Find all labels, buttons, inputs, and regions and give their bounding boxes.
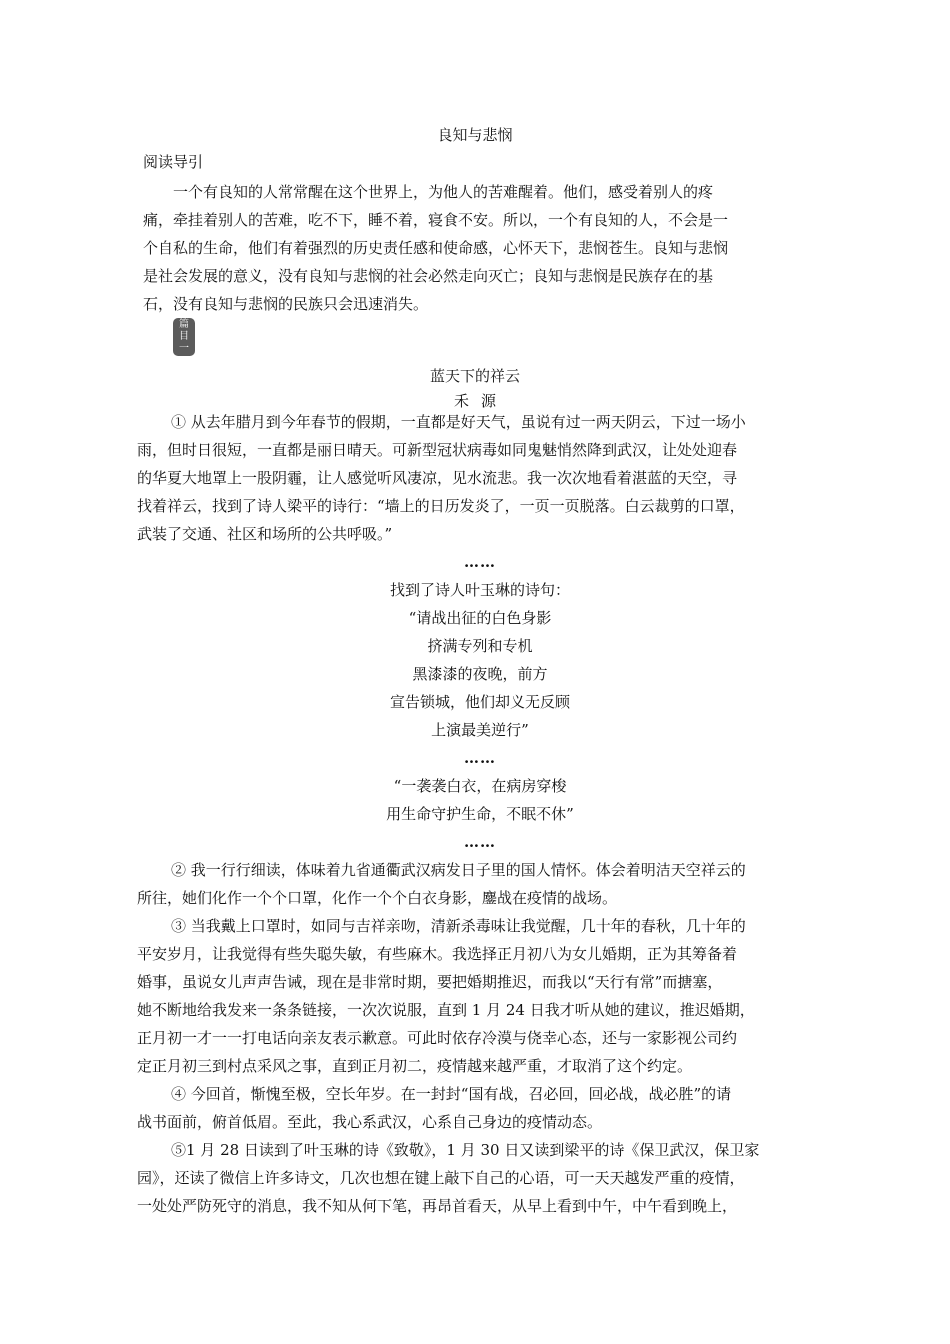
text-line: 定正月初三到村点采风之事，直到正月初二，疫情越来越严重，才取消了这个约定。 (137, 1057, 693, 1075)
paragraphs-2-5 (137, 856, 823, 1220)
text-line: 婚事，虽说女儿声声告诫，现在是非常时期，要把婚期推迟，而我以“天行有常”而搪塞， (137, 973, 723, 991)
guide-line: 是社会发展的意义，没有良知与悲悯的社会必然走向灭亡；良知与悲悯是民族存在的基 (143, 267, 714, 285)
text-line: 园》，还读了微信上许多诗文，几次也想在键上敲下自己的心语，可一天天越发严重的疫情， (137, 1169, 745, 1187)
badge-char: 目 (179, 331, 189, 342)
reading-guide-heading: 阅读导引 (143, 153, 204, 171)
ellipsis: …… (464, 749, 496, 767)
badge-char: 篇 (179, 319, 189, 330)
ellipsis: …… (464, 833, 496, 851)
text-line: 找着祥云，找到了诗人梁平的诗行：“墙上的日历发炎了，一页一页脱落。白云裁剪的口罩， (137, 497, 745, 515)
guide-line: 痛，牵挂着别人的苦难，吃不下，睡不着，寝食不安。所以，一个有良知的人，不会是一 (143, 211, 729, 229)
poem-line: 上演最美逆行” (431, 721, 529, 739)
article-author: 禾源 (453, 392, 508, 410)
text-line: ③ 当我戴上口罩时，如同与吉祥亲吻，清新杀毒味让我觉醒，几十年的春秋，几十年的 (171, 917, 746, 935)
text-line: 她不断地给我发来一条条链接，一次次说服，直到 1 月 24 日我才听从她的建议，推迟婚期， (137, 1001, 755, 1019)
text-line: 所往，她们化作一个个口罩，化作一个个白衣身影，鏖战在疫情的战场。 (137, 889, 618, 907)
badge-char: 一 (179, 343, 189, 354)
guide-line: 个自私的生命，他们有着强烈的历史责任感和使命感，心怀天下，悲悯苍生。良知与悲悯 (143, 239, 729, 257)
reading-guide-paragraph (143, 178, 799, 318)
text-line: ④ 今回首，惭愧至极，空长年岁。在一封封“国有战，召必回，回必战，战必胜”的请 (171, 1085, 732, 1103)
article-title: 蓝天下的祥云 (429, 367, 520, 385)
text-line: 雨，但时日很短，一直都是丽日晴天。可新型冠状病毒如同鬼魅悄然降到武汉，让处处迎春 (137, 441, 738, 459)
guide-line: 石，没有良知与悲悯的民族只会迅速消失。 (143, 295, 429, 313)
text-line: ⑤1 月 28 日读到了叶玉琳的诗《致敬》，1 月 30 日又读到梁平的诗《保卫武汉，保卫家 (171, 1141, 760, 1159)
poem-line: “请战出征的白色身影 (408, 609, 552, 627)
poem-line: 黑漆漆的夜晚，前方 (412, 665, 548, 683)
text-line: 正月初一才一一打电话向亲友表示歉意。可此时依存冷漠与侥幸心态，还与一家影视公司约 (137, 1029, 738, 1047)
text-line: 武装了交通、社区和场所的公共呼吸。” (137, 525, 393, 543)
paragraph-1 (137, 408, 823, 548)
poem-line: 挤满专列和专机 (427, 637, 533, 655)
text-line: 一处处严防死守的消息，我不知从何下笔，再昂首看天，从早上看到中午，中午看到晚上， (137, 1197, 738, 1215)
text-line: ② 我一行行细读，体味着九省通衢武汉病发日子里的国人情怀。体会着明洁天空祥云的 (171, 861, 746, 879)
ellipsis: …… (464, 553, 496, 571)
poem-section (137, 548, 823, 856)
poem-line: 找到了诗人叶玉琳的诗句： (389, 581, 570, 599)
poem-line: 宣告锁城，他们却义无反顾 (389, 693, 570, 711)
poem-line: 用生命守护生命，不眠不休” (386, 805, 574, 823)
guide-line: 一个有良知的人常常醒在这个世界上，为他人的苦难醒着。他们，感受着别人的疼 (173, 183, 714, 201)
text-line: 战书面前，俯首低眉。至此，我心系武汉，心系自己身边的疫情动态。 (137, 1113, 603, 1131)
text-line: 的华夏大地罩上一股阴霾，让人感觉听风凄凉，见水流悲。我一次次地看着湛蓝的天空，寻 (137, 469, 738, 487)
text-line: ① 从去年腊月到今年春节的假期，一直都是好天气，虽说有过一两天阴云，下过一场小 (171, 413, 746, 431)
page-title: 良知与悲悯 (437, 126, 513, 144)
poem-line: “一袭袭白衣，在病房穿梭 (393, 777, 567, 795)
text-line: 平安岁月，让我觉得有些失聪失敏，有些麻木。我选择正月初八为女儿婚期，正为其筹备着 (137, 945, 738, 963)
section-badge (173, 318, 195, 356)
